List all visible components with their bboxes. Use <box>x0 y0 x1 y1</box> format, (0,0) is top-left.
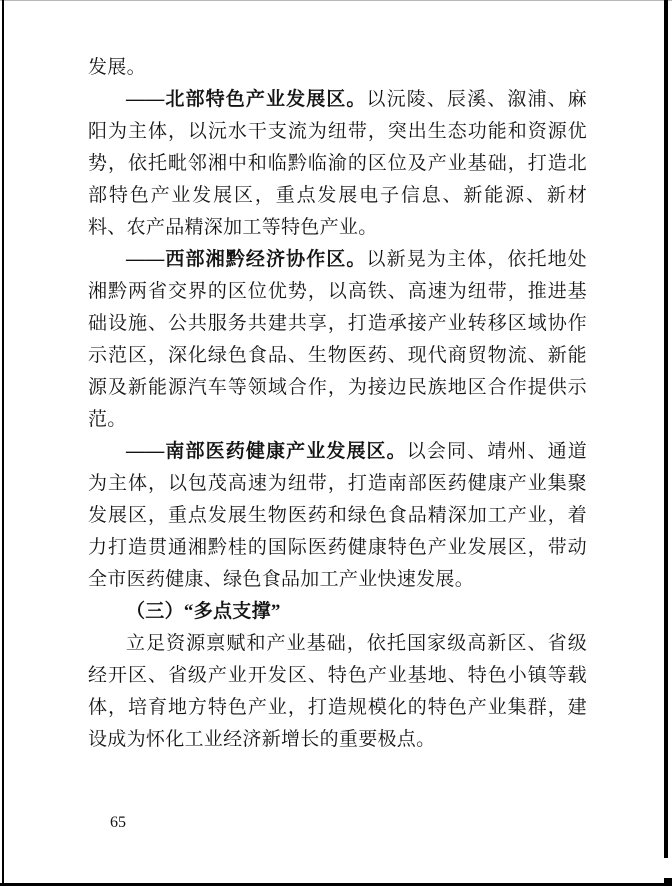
page-number: 65 <box>110 814 126 831</box>
page-edge-top <box>0 0 672 1</box>
paragraph-closing: 立足资源禀赋和产业基础，依托国家级高新区、省级经开区、省级产业开发区、特色产业基地、特色小镇等载体，培育地方特色产业，打造规模化的特色产业集群，建设成为怀化工业经济新增长的重要极点。 <box>88 633 587 750</box>
page-edge-left <box>2 0 4 886</box>
paragraph-lead-west-zone: ——西部湘黔经济协作区。 <box>126 249 367 270</box>
page-edge-right <box>664 0 668 858</box>
paragraph-body-north-zone: 以沅陵、辰溪、溆浦、麻阳为主体，以沅水干支流为纽带，突出生态功能和资源优势，依托毗邻湘中和临黔临渝的区位及产业基础，打造北部特色产业发展区，重点发展电子信息、新能源、新材料、农产品精深加工等特色产业。 <box>88 89 587 238</box>
paragraph-continuation: 发展。 <box>88 57 146 78</box>
paragraph-lead-south-zone: ——南部医药健康产业发展区。 <box>126 441 407 462</box>
paragraph-body-west-zone: 以新晃为主体，依托地处湘黔两省交界的区位优势，以高铁、高速为纽带，推进基础设施、公共服务共建共享，打造承接产业转移区域协作示范区，深化绿色食品、生物医药、现代商贸物流、新能源及新能源汽车等领域合作，为接边民族地区合作提供示范。 <box>88 249 587 430</box>
paragraph-west-zone <box>88 244 587 436</box>
page-edge-corner-mark <box>664 878 672 886</box>
paragraph-south-zone <box>88 436 587 596</box>
paragraph-body-south-zone: 以会同、靖州、通道为主体，以包茂高速为纽带，打造南部医药健康产业集聚发展区，重点发展生物医药和绿色食品精深加工产业，着力打造贯通湘黔桂的国际医药健康特色产业发展区，带动全市医药健康、绿色食品加工产业快速发展。 <box>88 441 588 590</box>
section-heading-multi-point-support: （三）“多点支撑” <box>126 601 281 622</box>
body-text <box>88 52 587 756</box>
paragraph-lead-north-zone: ——北部特色产业发展区。 <box>126 89 367 110</box>
paragraph-north-zone <box>88 84 587 244</box>
